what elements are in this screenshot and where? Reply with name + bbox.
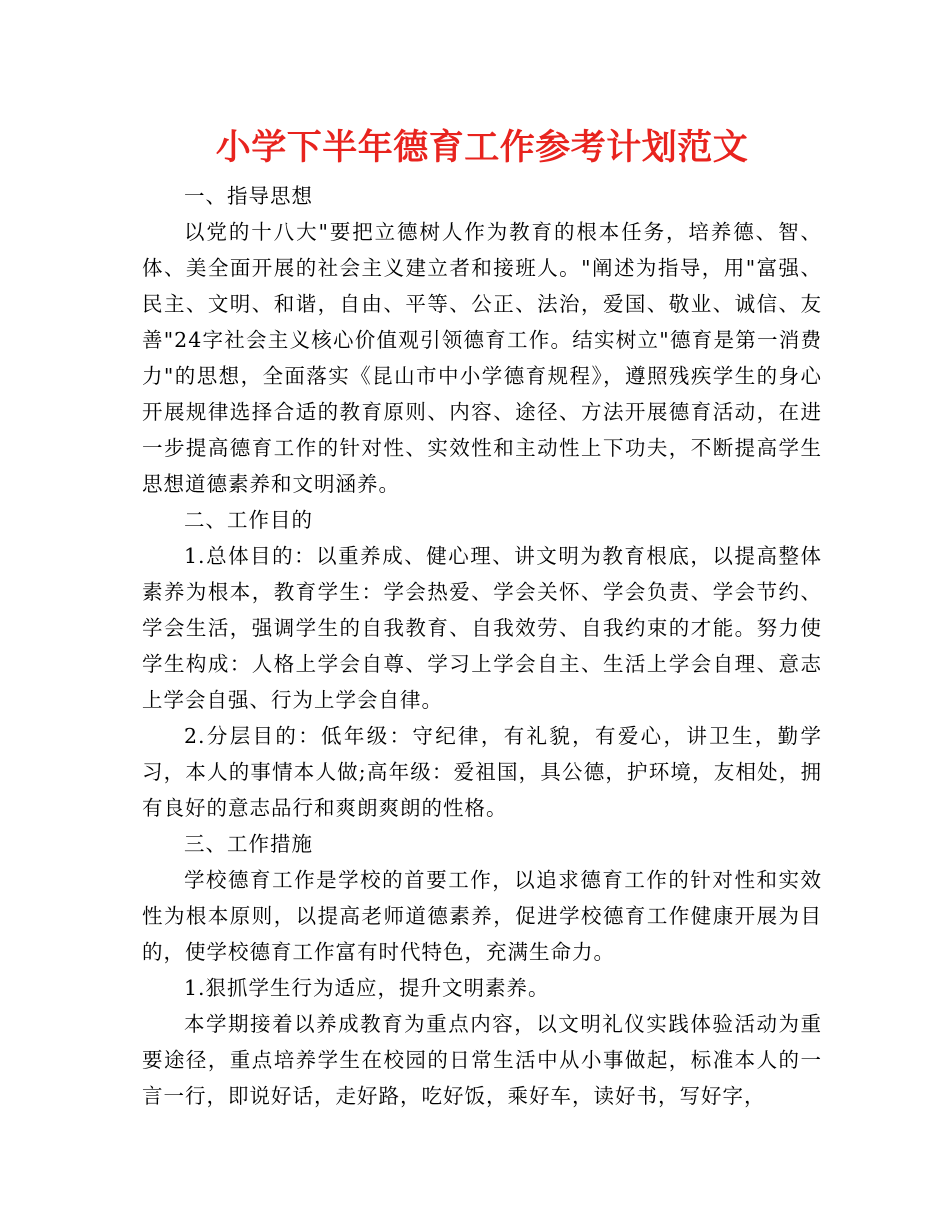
- body-paragraph: 1.总体目的：以重养成、健心理、讲文明为教育根底，以提高整体素养为根本，教育学生：学会热爱、学会关怀、学会负责、学会节约、学会生活，强调学生的自我教育、自我效劳、自我约束的才能。努力使学生构成：人格上学会自尊、学习上学会自主、生活上学会自理、意志上学会自强、行为上学会自律。: [142, 544, 822, 712]
- body-paragraph: 学校德育工作是学校的首要工作，以追求德育工作的针对性和实效性为根本原则，以提高老师道德素养，促进学校德育工作健康开展为目的，使学校德育工作富有时代特色，充满生命力。: [142, 868, 822, 964]
- document-page: [142, 118, 822, 1114]
- body-paragraph: 本学期接着以养成教育为重点内容，以文明礼仪实践体验活动为重要途径，重点培养学生在校园的日常生活中从小事做起，标准本人的一言一行，即说好话，走好路，吃好饭，乘好车，读好书，写好字，: [142, 1012, 822, 1108]
- body-paragraph: 2.分层目的：低年级：守纪律，有礼貌，有爱心，讲卫生，勤学习，本人的事情本人做;高年级：爱祖国，具公德，护环境，友相处，拥有良好的意志品行和爽朗爽朗的性格。: [142, 724, 822, 820]
- section-heading-guiding-ideology: 一、指导思想: [184, 184, 313, 208]
- body-paragraph: 以党的十八大"要把立德树人作为教育的根本任务，培养德、智、体、美全面开展的社会主义建立者和接班人。"阐述为指导，用"富强、民主、文明、和谐，自由、平等、公正、法治，爱国、敬业、诚信、友善"24字社会主义核心价值观引领德育工作。结实树立"德育是第一消费力"的思想，全面落实《昆山市中小学德育规程》，遵照残疾学生的身心开展规律选择合适的教育原则、内容、途径、方法开展德育活动，在进一步提高德育工作的针对性、实效性和主动性上下功夫，不断提高学生思想道德素养和文明涵养。: [142, 220, 822, 496]
- document-title: 小学下半年德育工作参考计划范文: [215, 128, 749, 168]
- section-heading-work-measures: 三、工作措施: [184, 832, 313, 856]
- section-heading-work-goals: 二、工作目的: [184, 508, 313, 532]
- subheading-behavior-habits: 1.狠抓学生行为适应，提升文明素养。: [184, 976, 550, 1000]
